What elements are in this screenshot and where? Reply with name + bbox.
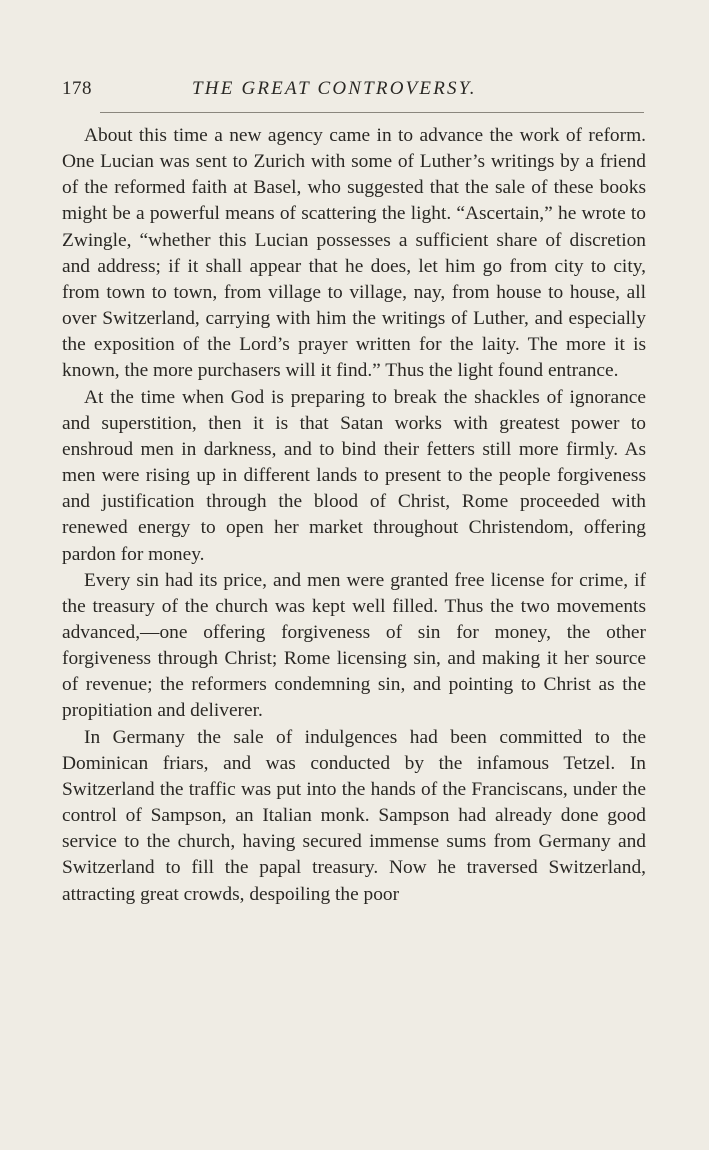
running-head	[62, 78, 644, 102]
body-text	[62, 123, 646, 908]
page-number: 178	[62, 78, 92, 99]
paragraph-lucian: About this time a new agency came in to advance the work of reform. One Lucian was sent to Zurich with some of Luther’s writings by a friend of the reformed faith at Basel, who suggested that the sale of these books might be a powerful means of scattering the light. “Ascertain,” he wrote to Zwingle, “whether this Lucian possesses a sufficient share of discretion and address; if it shall appear that he does, let him go from city to city, from town to town, from village to village, nay, from house to house, all over Switzerland, carrying with him the writings of Luther, and especially the exposition of the Lord’s prayer written for the laity. The more it is known, the more purchasers will it find.” Thus the light found entrance.	[62, 125, 646, 382]
paragraph-indulgences: In Germany the sale of indulgences had been committed to the Dominican friars, and was conducted by the infamous Tetzel. In Switzerland the traffic was put into the hands of the Franciscans, under the control of Sampson, an Italian monk. Sampson had already done good service to the church, having secured immense sums from Germany and Switzerland to fill the papal treasury. Now he traversed Switzerland, attracting great crowds, despoiling the poor	[62, 726, 646, 905]
running-title: THE GREAT CONTROVERSY.	[192, 78, 477, 99]
header-rule	[100, 112, 644, 113]
paragraph-price-of-sin: Every sin had its price, and men were granted free license for crime, if the treasury of the church was kept well filled. Thus the two movements advanced,—one offering forgiveness of sin for money, the other forgiveness through Christ; Rome licensing sin, and making it her source of revenue; the reformers condemning sin, and pointing to Christ as the propitiation and deliverer.	[62, 569, 646, 722]
paragraph-satan: At the time when God is preparing to break the shackles of ignorance and superstition, then it is that Satan works with greatest power to enshroud men in darkness, and to bind their fetters still more firmly. As men were rising up in different lands to present to the people forgiveness and justification through the blood of Christ, Rome proceeded with renewed energy to open her market throughout Christendom, offering pardon for money.	[62, 386, 646, 565]
